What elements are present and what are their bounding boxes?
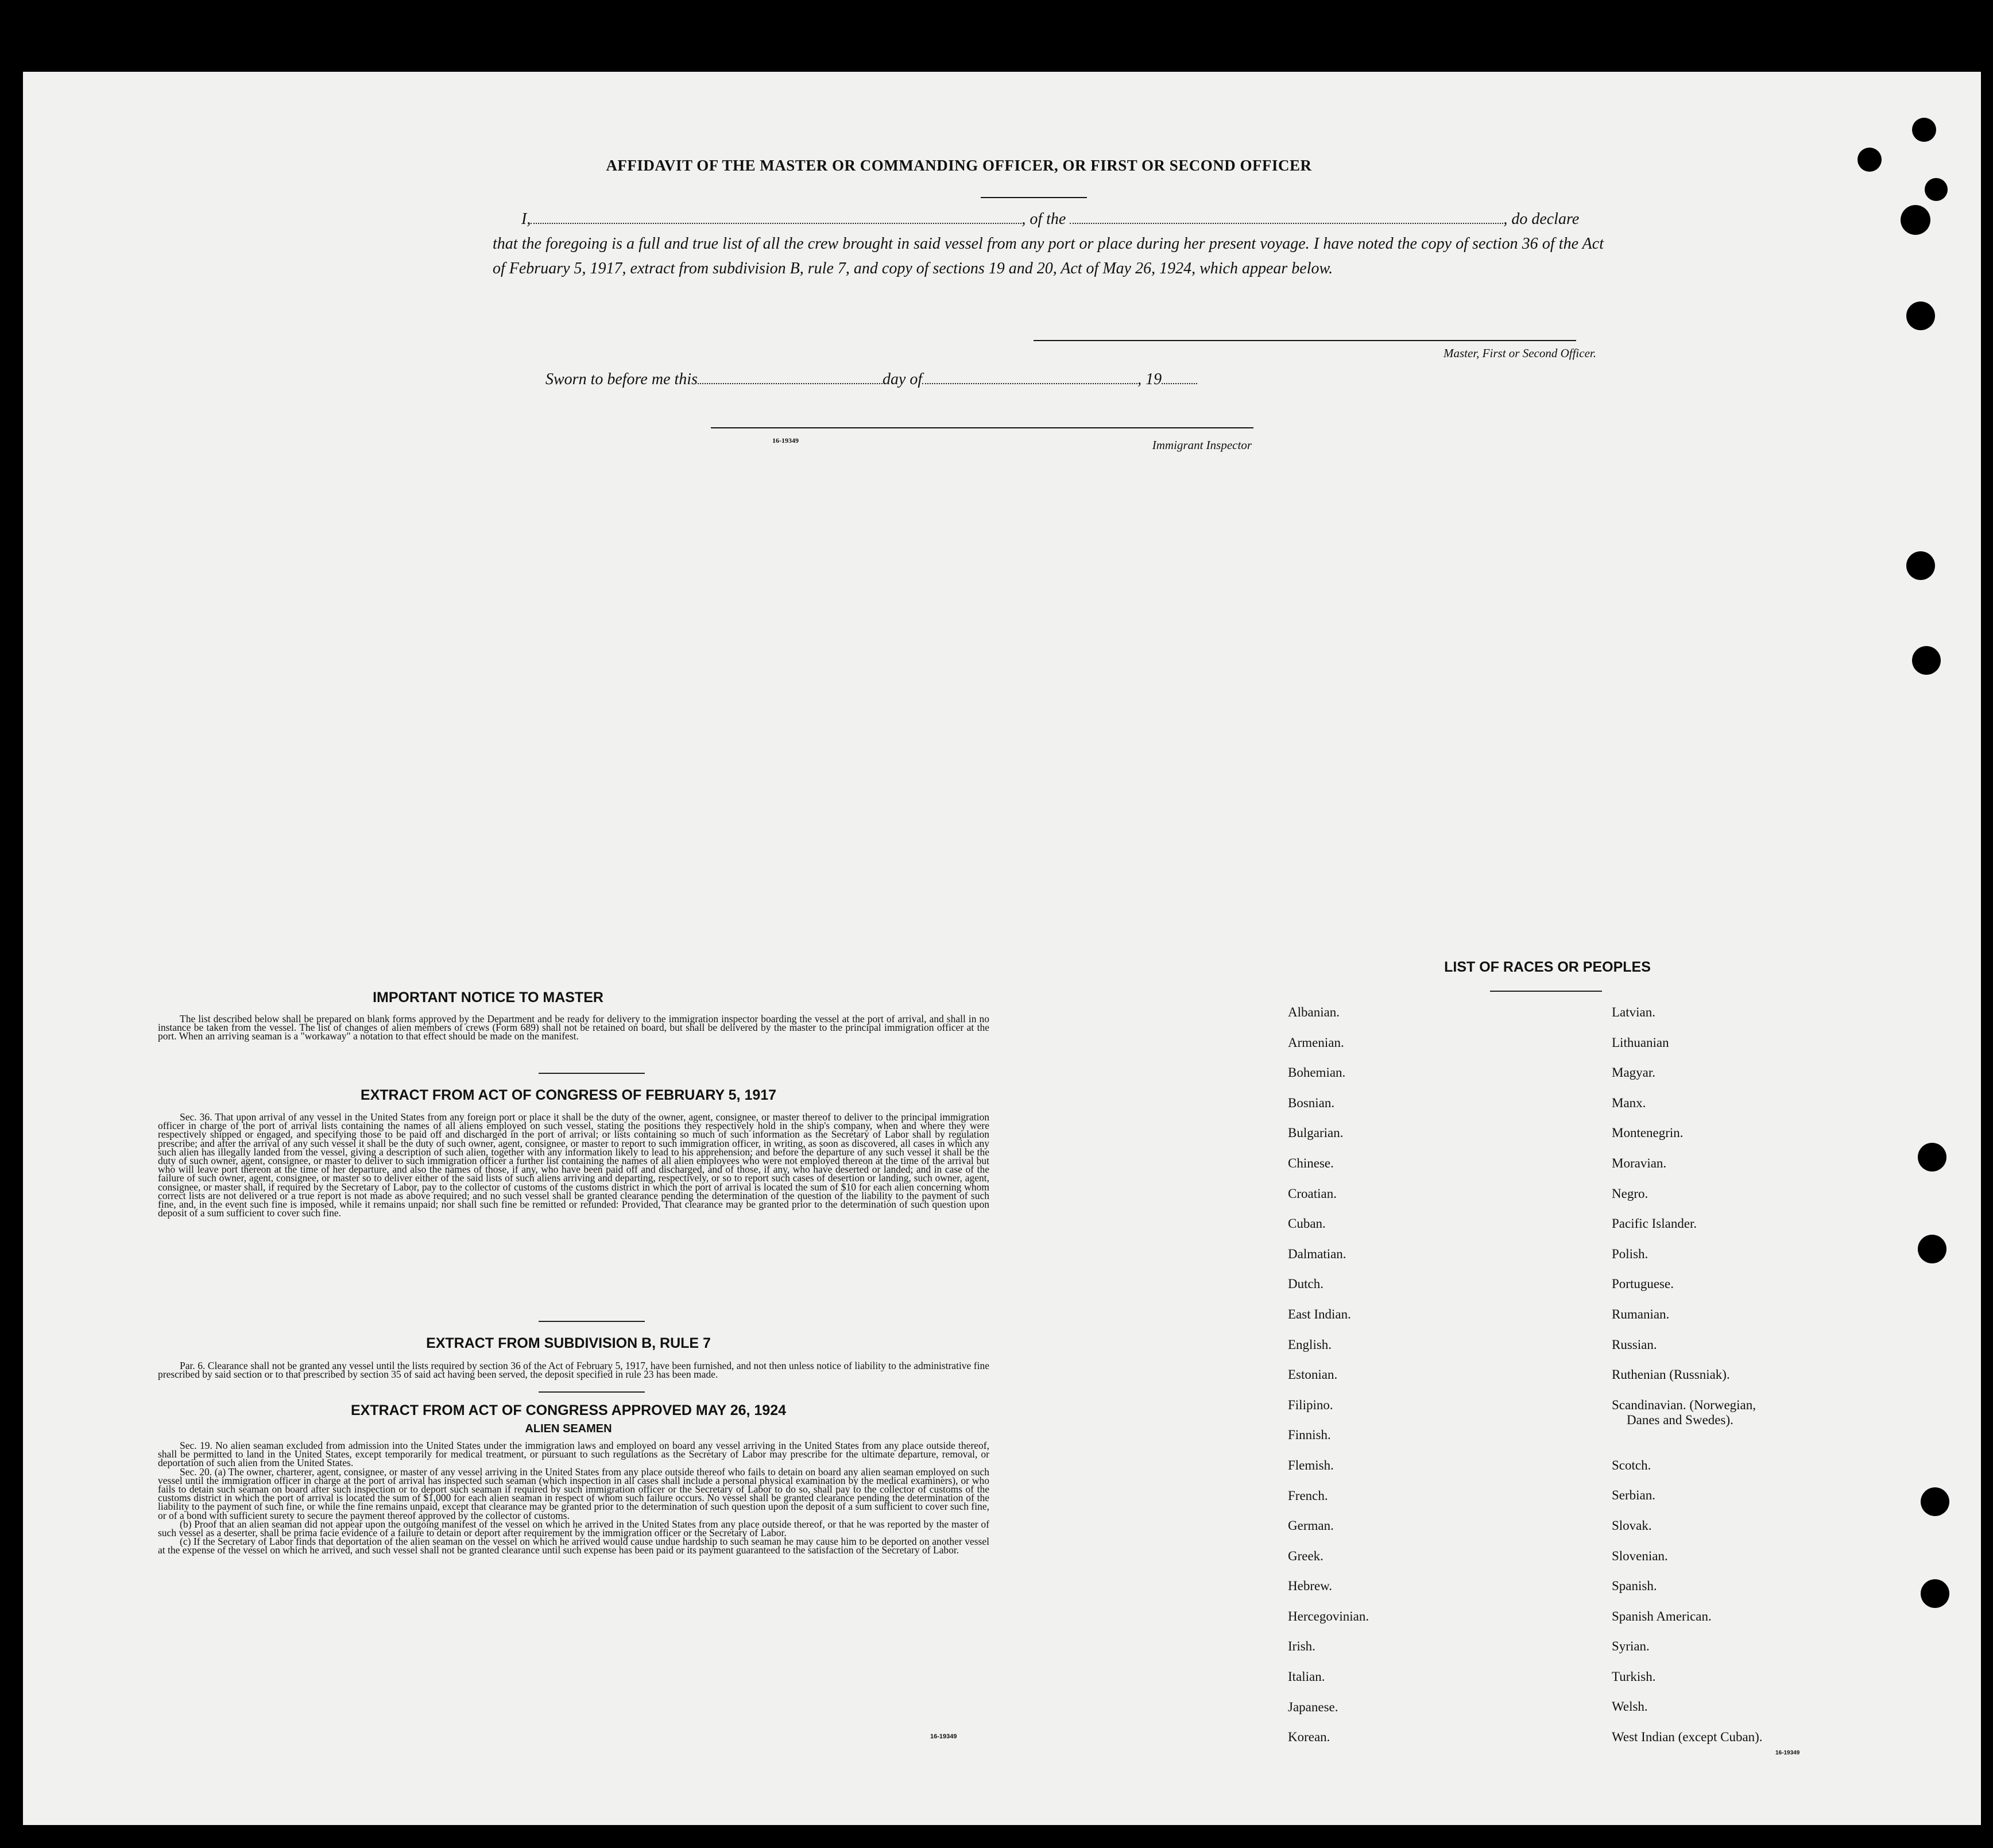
line1-mid: , of the	[1021, 210, 1066, 228]
race-item: Spanish American.	[1612, 1609, 1712, 1623]
race-item: Flemish.	[1288, 1457, 1334, 1472]
race-item: Hebrew.	[1288, 1579, 1333, 1594]
race-item: Serbian.	[1612, 1488, 1656, 1503]
binder-hole	[1901, 205, 1930, 235]
race-item: Magyar.	[1612, 1065, 1656, 1080]
race-item: Filipino.	[1288, 1397, 1333, 1412]
race-item: Russian.	[1612, 1337, 1657, 1352]
rule7-text	[158, 1362, 989, 1379]
alien-seamen-subtitle: ALIEN SEAMEN	[525, 1422, 612, 1435]
race-item: English.	[1288, 1337, 1332, 1352]
race-item: Albanian.	[1288, 1005, 1340, 1019]
sworn-day-field[interactable]	[698, 370, 883, 384]
race-item: Syrian.	[1612, 1639, 1650, 1654]
race-item: Cuban.	[1288, 1216, 1326, 1231]
race-item	[1612, 1398, 1763, 1458]
signature-label: Master, First or Second Officer.	[1444, 346, 1596, 360]
race-item: Manx.	[1612, 1095, 1646, 1110]
binder-hole	[1918, 1235, 1946, 1263]
race-item: Scotch.	[1612, 1457, 1651, 1472]
sec19-paragraph: Sec. 19. No alien seaman excluded from admission into the United States under the immigration laws and employed on board any vessel arriving in the United States from any place outside thereof, shall be permitted to land in the United States, except temporarily for medical treatment, or pursuant to such regulations as the Secretary of Labor may prescribe for the ultimate departure, removal, or deportation of such alien from the United States.	[158, 1440, 989, 1469]
sworn-day-label: day of	[882, 370, 923, 388]
par6-paragraph: Par. 6. Clearance shall not be granted any vessel until the lists required by section 36 of the Act of February 5, 1917, have been furnished, and not then unless notice of liability to the administrative fine prescribed by said section or to that prescribed by section 35 of said act having been served, the deposit specified in rule 23 has been made.	[158, 1360, 989, 1381]
binder-hole	[1857, 148, 1882, 172]
inspector-label: Immigrant Inspector	[1152, 438, 1252, 452]
rule7-title: EXTRACT FROM SUBDIVISION B, RULE 7	[426, 1335, 711, 1351]
form-number: 16-19349	[1775, 1750, 1800, 1756]
race-item: Montenegrin.	[1612, 1126, 1684, 1140]
race-item: Hercegovinian.	[1288, 1609, 1369, 1623]
race-item: German.	[1288, 1518, 1334, 1533]
declaration-text: that the foregoing is a full and true list of all the crew brought in said vessel from any port or place during her present voyage. I have noted the copy of section 36 of the Act of February 5, 1917, extract from subdivision B, rule 7, and copy of sections 19 and 20, Act of May 26, 1924, which appear below.	[493, 235, 1604, 277]
divider	[539, 1391, 645, 1393]
race-item: Dalmatian.	[1288, 1246, 1346, 1261]
race-item: Portuguese.	[1612, 1277, 1674, 1292]
sworn-line	[545, 370, 1197, 389]
race-item: Croatian.	[1288, 1186, 1337, 1201]
binder-hole	[1906, 301, 1935, 330]
race-item: Finnish.	[1288, 1428, 1331, 1443]
extract-1917-title: EXTRACT FROM ACT OF CONGRESS OF FEBRUARY 5, 1917	[360, 1087, 777, 1103]
vessel-field[interactable]	[1070, 210, 1503, 224]
race-item: Rumanian.	[1612, 1306, 1670, 1321]
title-underline	[981, 197, 1087, 198]
race-item: Spanish.	[1612, 1579, 1657, 1594]
race-item: Armenian.	[1288, 1035, 1344, 1050]
divider	[539, 1073, 645, 1074]
binder-hole	[1906, 551, 1935, 580]
race-item: Chinese.	[1288, 1155, 1334, 1170]
sec20a-paragraph: Sec. 20. (a) The owner, charterer, agent, consignee, or master of any vessel arriving in the United States from any place outside thereof who fails to detain on board any alien seaman employed on such vessel until the immigration officer in charge at the port of arrival has inspected such seaman (which inspection in all cases shall include a personal physical examination by the medical examiners), or who fails to detain such seaman on board after such inspection or to deport such seaman if required by such immigration officer or the Secretary of Labor to do so, shall pay to the collector of customs of the customs district in which the port of arrival is located the sum of $1,000 for each alien seaman in respect of whom such failure occurs. No vessel shall be granted clearance pending the determination of the liability to the payment of such fine, or while the fine remains unpaid, except that clearance may be granted prior to the determination of such question upon the deposit of a sum sufficient to cover such fine, or of a bond with sufficient surety to secure the payment thereof approved by the collector of customs.	[158, 1466, 989, 1521]
binder-hole	[1921, 1579, 1949, 1608]
races-right-column	[1612, 1005, 1763, 1760]
affidavit-title: AFFIDAVIT OF THE MASTER OR COMMANDING OFFICER, OR FIRST OR SECOND OFFICER	[606, 157, 1312, 174]
extract-1917-text	[158, 1113, 989, 1217]
race-item: Ruthenian (Russniak).	[1612, 1367, 1730, 1382]
race-item: French.	[1288, 1488, 1328, 1503]
races-title: LIST OF RACES OR PEOPLES	[1444, 959, 1651, 975]
races-left-column	[1288, 1005, 1369, 1760]
notice-title: IMPORTANT NOTICE TO MASTER	[373, 989, 603, 1006]
divider	[1490, 991, 1602, 992]
name-field[interactable]	[531, 210, 1021, 224]
race-item: Korean.	[1288, 1730, 1330, 1745]
signature-line[interactable]	[1034, 340, 1576, 341]
race-item: Bohemian.	[1288, 1065, 1346, 1080]
race-item: East Indian.	[1288, 1306, 1351, 1321]
extract-1924-text	[158, 1441, 989, 1555]
race-item: Moravian.	[1612, 1155, 1667, 1170]
sec20c-paragraph: (c) If the Secretary of Labor finds that deportation of the alien seaman on the vessel on which he arrived would cause undue hardship to such seaman he may cause him to be deported on another vessel at the expense of the vessel on which he arrived, and such vessel shall not be granted clearance until such expense has been paid or its payment guaranteed to the satisfaction of the Secretary of Labor.	[158, 1536, 989, 1556]
line1-suffix: , do declare	[1503, 210, 1580, 228]
inspector-signature-line[interactable]	[711, 427, 1253, 428]
binder-hole	[1921, 1487, 1949, 1516]
race-item: Latvian.	[1612, 1005, 1655, 1019]
sworn-year-field[interactable]	[1162, 370, 1197, 384]
race-item: Italian.	[1288, 1669, 1325, 1684]
race-item: West Indian (except Cuban).	[1612, 1730, 1763, 1745]
binder-hole	[1918, 1143, 1946, 1172]
sworn-month-field[interactable]	[922, 370, 1137, 384]
sec36-paragraph: Sec. 36. That upon arrival of any vessel in the United States from any foreign port or place it shall be the duty of the owner, agent, consignee, or master thereof to deliver to the principal immigration officer in charge of the port of arrival lists containing the names of all aliens employed on such vessel, stating the positions they respectively hold in the ship's company, when and where they were respectively shipped or engaged, and specifying those to be paid off and discharged in the port of arrival; or lists containing so much of such information as the Secretary of Labor shall by regulation prescribe; and after the arrival of any such vessel it shall be the duty of such owner, agent, consignee, or master to report to such immigration officer, in writing, as soon as discovered, all cases in which any such alien has illegally landed from the vessel, giving a description of such alien, together with any information likely to lead to his apprehension; and before the departure of any such vessel it shall be the duty of such owner, agent, consignee, or master to deliver to such immigration officer a further list containing the names of all alien employees who were not employed thereon at the time of the arrival but who will leave port thereon at the time of her departure, and also the names of those, if any, who have been paid off and discharged, and of those, if any, who have deserted or landed; and in case of the failure of such owner, agent, consignee, or master so to deliver either of the said lists of such aliens arriving and departing, respectively, or so to report such cases of desertion or landing, such owner, agent, consignee, or master shall, if required by the Secretary of Labor, pay to the collector of customs of the customs district in which the port of arrival is located the sum of $10 for each alien concerning whom correct lists are not delivered or a true report is not made as above required; and no such vessel shall be granted clearance pending the determination of the question of the liability to the payment of such fine, and, in the event such fine is imposed, while it remains unpaid; nor shall such fine be remitted or refunded: Provided, That clearance may be granted prior to the determination of such question upon deposit of a sum sufficient to cover such fine.	[158, 1111, 989, 1219]
race-item: Japanese.	[1288, 1699, 1338, 1714]
sworn-year-label: , 19	[1137, 370, 1162, 388]
line1-prefix: I,	[521, 210, 531, 228]
race-item: Slovenian.	[1612, 1548, 1668, 1563]
race-item: Irish.	[1288, 1639, 1315, 1654]
form-sheet	[23, 72, 1981, 1825]
race-item: Greek.	[1288, 1548, 1323, 1563]
notice-text	[158, 1015, 989, 1041]
binder-hole	[1925, 178, 1948, 201]
sworn-prefix: Sworn to before me this	[545, 370, 698, 388]
race-item: Pacific Islander.	[1612, 1216, 1697, 1231]
notice-paragraph: The list described below shall be prepared on blank forms approved by the Department and be ready for delivery to the immigration inspector boarding the vessel at the port of arrival, and shall in no instance be taken from the vessel. The list of changes of alien members of crews (Form 689) shall not be retained on board, but shall be delivered by the master to the principal immigration officer at the port. When an arriving seaman is a "workaway" a notation to that effect should be made on the manifest.	[158, 1013, 989, 1042]
affidavit-body	[493, 207, 1604, 281]
binder-hole	[1912, 646, 1941, 675]
form-number: 16-19349	[772, 436, 799, 444]
extract-1924-title: EXTRACT FROM ACT OF CONGRESS APPROVED MAY 26, 1924	[350, 1402, 787, 1418]
race-item: Bosnian.	[1288, 1095, 1335, 1110]
race-item: Turkish.	[1612, 1669, 1656, 1684]
race-item-continuation: Danes and Swedes).	[1627, 1412, 1733, 1427]
race-item: Negro.	[1612, 1186, 1648, 1201]
race-item: Slovak.	[1612, 1518, 1652, 1533]
race-item: Polish.	[1612, 1246, 1648, 1261]
race-item: Welsh.	[1612, 1699, 1648, 1714]
divider	[539, 1321, 645, 1322]
binder-hole	[1912, 118, 1936, 142]
race-item: Dutch.	[1288, 1277, 1323, 1292]
sec20b-paragraph: (b) Proof that an alien seaman did not appear upon the outgoing manifest of the vessel on which he arrived in the United States from any place outside thereof, or that he was reported by the master of such vessel as a deserter, shall be prima facie evidence of a failure to detain or deport after requirement by the immigration officer or the Secretary of Labor.	[158, 1518, 989, 1539]
race-item: Bulgarian.	[1288, 1126, 1344, 1140]
race-item: Estonian.	[1288, 1367, 1338, 1382]
race-item-line: Scandinavian. (Norwegian,	[1612, 1397, 1756, 1412]
race-item: Lithuanian	[1612, 1035, 1669, 1050]
form-number: 16-19349	[930, 1733, 957, 1740]
